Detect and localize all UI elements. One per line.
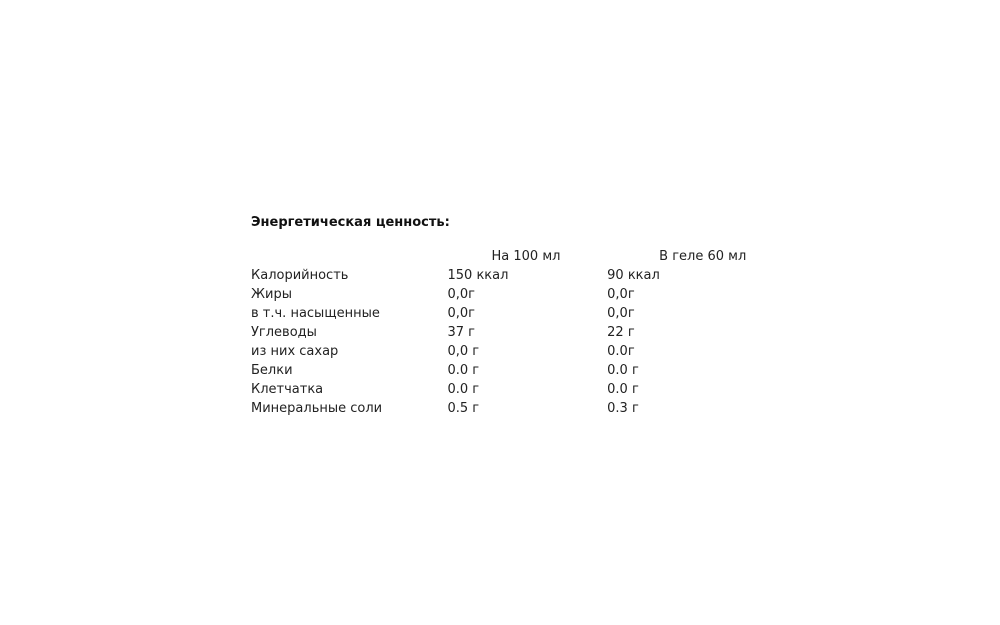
row-label: Белки xyxy=(251,363,293,378)
header-name xyxy=(251,247,448,266)
row-value-gel: 0,0г xyxy=(607,306,635,321)
nutrition-table xyxy=(251,247,811,418)
row-value-100ml: 0,0г xyxy=(447,306,476,321)
row-value-gel: 0,0г xyxy=(607,287,635,302)
row-value-100ml: 0,0 г xyxy=(447,344,480,359)
row-value-gel: 0.3 г xyxy=(607,401,639,416)
row-value-100ml: 0.0 г xyxy=(447,382,480,397)
row-value-100ml: 0.5 г xyxy=(447,401,480,416)
row-label: в т.ч. насыщенные xyxy=(251,306,380,321)
table-row xyxy=(251,323,811,342)
nutrition-section xyxy=(251,214,811,418)
table-row xyxy=(251,361,811,380)
header-per-gel: В геле 60 мл xyxy=(659,249,747,264)
row-label: Калорийность xyxy=(251,268,349,283)
table-row xyxy=(251,285,811,304)
table-row xyxy=(251,304,811,323)
row-value-100ml: 0,0г xyxy=(447,287,476,302)
table-row xyxy=(251,342,811,361)
row-label: Клетчатка xyxy=(251,382,324,397)
header-per-100ml: На 100 мл xyxy=(491,249,561,264)
row-value-gel: 22 г xyxy=(607,325,635,340)
row-value-100ml: 0.0 г xyxy=(447,363,480,378)
row-label: Жиры xyxy=(251,287,292,302)
table-row xyxy=(251,266,811,285)
row-label: Минеральные соли xyxy=(251,401,383,416)
row-label: Углеводы xyxy=(251,325,317,340)
table-row xyxy=(251,399,811,418)
row-value-100ml: 37 г xyxy=(447,325,476,340)
table-row xyxy=(251,380,811,399)
row-value-gel: 90 ккал xyxy=(607,268,660,283)
section-title: Энергетическая ценность: xyxy=(251,215,450,230)
row-value-gel: 0.0г xyxy=(607,344,635,359)
row-value-gel: 0.0 г xyxy=(607,382,639,397)
row-label: из них сахар xyxy=(251,344,339,359)
row-value-100ml: 150 ккал xyxy=(447,268,509,283)
table-header-row xyxy=(251,247,811,266)
row-value-gel: 0.0 г xyxy=(607,363,639,378)
